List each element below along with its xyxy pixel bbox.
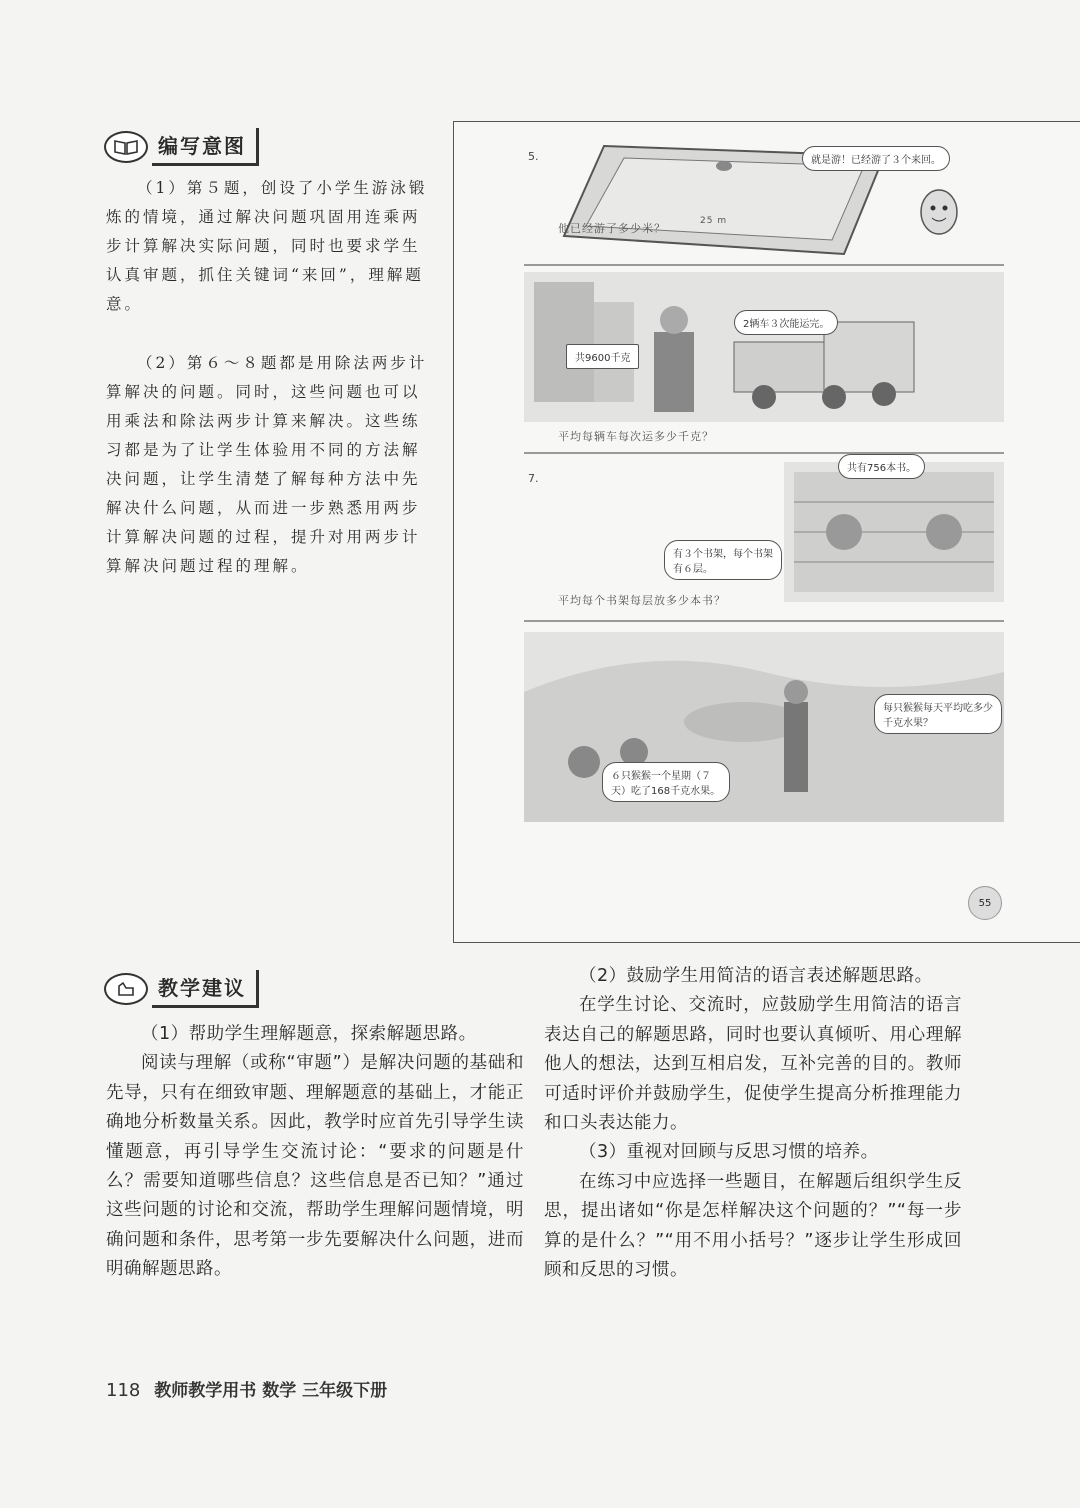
exercise-7-bubble-2: 有３个书架，每个书架有６层。	[664, 540, 782, 580]
intent-paragraph-1: （1）第５题，创设了小学生游泳锻炼的情境，通过解决问题巩固用连乘两步计算解决实际问题，同时也要求学生认真审题，抓住关键词“来回”，理解题意。	[106, 179, 428, 313]
exercise-7-question: 平均每个书架每层放多少本书？	[558, 594, 726, 607]
divider	[524, 452, 1004, 454]
exercise-8-bubble-2: ６只猴猴一个星期（７天）吃了168千克水果。	[602, 762, 730, 802]
exercise-7-number: 7.	[528, 472, 539, 485]
page-footer	[106, 1376, 387, 1401]
exercise-7-bubble-1: 共有756本书。	[838, 454, 925, 479]
mascot-illustration	[914, 182, 964, 244]
exercise-6-bubble: 2辆车３次能运完。	[734, 310, 838, 335]
exercise-5-bubble: 就是游！已经游了３个来回。	[802, 146, 950, 171]
teaching-right-paragraph-3: 在练习中应选择一些题目，在解题后组织学生反思，提出诸如“你是怎样解决这个问题的？”“每一步算的是什么？”“用不用小括号？”逐步让学生形成回顾和反思的习惯。	[544, 1171, 962, 1281]
exercise-7-scene	[784, 462, 1004, 602]
book-title: 教师教学用书 数学 三年级下册	[154, 1381, 388, 1401]
exercise-5-length-label: 25 m	[700, 216, 728, 226]
teaching-title: 教学建议	[152, 970, 259, 1008]
teaching-right-column	[544, 962, 962, 1285]
teaching-right-paragraph-2: 在学生讨论、交流时，应鼓励学生用简洁的语言表达自己的解题思路，同时也要认真倾听、用心理解他人的想法，达到互相启发，互补完善的目的。教师可适时评价并鼓励学生，促使学生提高分析推理能力和口头表达能力。	[544, 995, 962, 1134]
intent-body	[106, 174, 438, 581]
divider	[524, 620, 1004, 622]
exercise-8-bubble-1: 每只猴猴每天平均吃多少千克水果？	[874, 694, 1002, 734]
exercise-6-question: 平均每辆车每次运多少千克？	[558, 430, 714, 443]
teaching-left-paragraph-1: 阅读与理解（或称“审题”）是解决问题的基础和先导，只有在细致审题、理解题意的基础上，才能正确地分析数量关系。因此，教学时应首先引导学生读懂题意，再引导学生交流讨论：“要求的问题是什么？需要知道哪些信息？这些信息是否已知？”通过这些问题的讨论和交流，帮助学生理解问题情境，明确问题和条件，思考第一步先要解决什么问题，进而明确解题思路。	[106, 1053, 524, 1280]
intent-title: 编写意图	[152, 128, 259, 166]
teaching-right-heading-2: （2）鼓励学生用简洁的语言表述解题思路。	[579, 966, 933, 986]
intent-paragraph-2: （2）第６～８题都是用除法两步计算解决的问题。同时，这些问题也可以用乘法和除法两步计算来解决。这些练习都是为了让学生体验用不同的方法解决问题，让学生清楚了解每种方法中先解决什么问题，从而进一步熟悉用两步计算解决问题的过程，提升对用两步计算解决问题过程的理解。	[106, 354, 428, 575]
teaching-left-column	[106, 1020, 524, 1285]
intent-header	[104, 128, 259, 166]
exercise-5-number: 5.	[528, 150, 539, 163]
hand-icon	[104, 973, 148, 1005]
teaching-right-heading-3: （3）重视对回顾与反思习惯的培养。	[579, 1142, 879, 1163]
page-number: 118	[106, 1380, 141, 1401]
textbook-illustration	[453, 121, 1080, 943]
teaching-header	[104, 970, 259, 1008]
exercise-5-question: 他已经游了多少米？	[558, 222, 666, 235]
book-icon	[104, 131, 148, 163]
teaching-left-heading-1: （1）帮助学生理解题意，探索解题思路。	[141, 1024, 477, 1044]
divider	[524, 264, 1004, 266]
textbook-page-number: 55	[968, 886, 1002, 920]
exercise-6-sign: 共9600千克	[566, 344, 639, 369]
